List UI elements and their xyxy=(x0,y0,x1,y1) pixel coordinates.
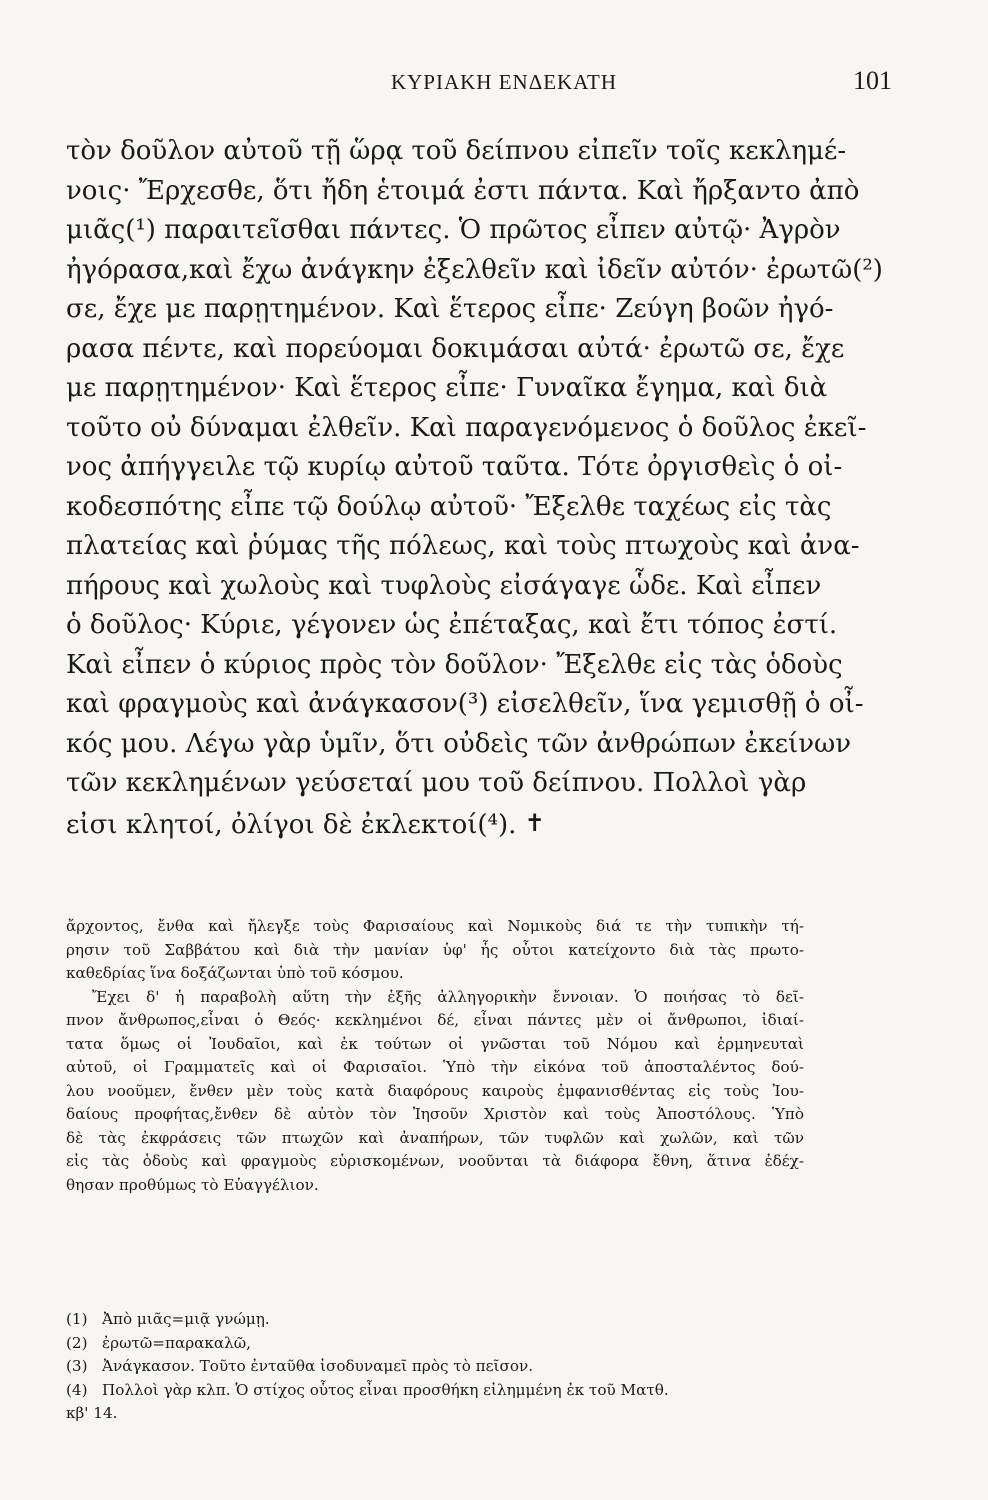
main-text-line: ὁ δοῦλος· Κύριε, γέγονεν ὡς ἐπέταξας, καὶ ἔτι τόπος ἐστί. xyxy=(66,610,838,640)
main-text-line: σε, ἔχε με παρῃτημένον. Καὶ ἕτερος εἶπε· Ζεύγη βοῶν ἠγό- xyxy=(66,294,834,324)
commentary-line: λου νοοῦμεν, ἔνθεν μὲν τοὺς κατὰ διαφόρους καιροὺς ἐμφανισθέντας εἰς τοὺς Ἰου- xyxy=(66,1081,804,1100)
commentary-line: Ἔχει δ' ἡ παραβολὴ αὕτη τὴν ἑξῆς ἀλληγορικὴν ἔννοιαν. Ὁ ποιήσας τὸ δεῖ- xyxy=(92,987,804,1006)
footnote-text: Ἀνάγκασον. Τοῦτο ἐνταῦθα ἰσοδυναμεῖ πρὸς τὸ πεῖσον. xyxy=(102,1357,534,1375)
main-text-line: νος ἀπήγγειλε τῷ κυρίῳ αὐτοῦ ταῦτα. Τότε ὀργισθεὶς ὁ οἰ- xyxy=(66,452,843,482)
commentary-line: θησαν προθύμως τὸ Εὐαγγέλιον. xyxy=(66,1175,319,1194)
commentary-line: αὐτοῦ, οἱ Γραμματεῖς καὶ οἱ Φαρισαῖοι. Ὑπὸ τὴν εἰκόνα τοῦ ἀποσταλέντος δού- xyxy=(66,1058,804,1076)
page-header xyxy=(60,66,948,110)
main-text-line: με παρῃτημένον· Καὶ ἕτερος εἶπε· Γυναῖκα ἔγημα, καὶ διὰ xyxy=(66,373,828,403)
commentary-line: ἄρχοντος, ἔνθα καὶ ἤλεγξε τοὺς Φαρισαίους καὶ Νομικοὺς διά τε τὴν τυπικὴν τή- xyxy=(66,917,804,935)
main-text-line: ἠγόρασα,καὶ ἔχω ἀνάγκην ἐξελθεῖν καὶ ἰδεῖν αὐτόν· ἐρωτῶ(²) xyxy=(66,254,883,285)
main-text-line: τῶν κεκλημένων γεύσεταί μου τοῦ δείπνου. Πολλοὶ γὰρ xyxy=(66,768,807,798)
main-text-line: ρασα πέντε, καὶ πορεύομαι δοκιμάσαι αὐτά· ἐρωτῶ σε, ἔχε xyxy=(66,333,845,364)
footnote xyxy=(66,1379,804,1403)
page-number: 101 xyxy=(853,66,892,95)
commentary-line: δαίους προφήτας,ἔνθεν δὲ αὐτὸν τὸν Ἰησοῦν Χριστὸν καὶ τοὺς Ἀποστόλους. Ὑπὸ xyxy=(66,1105,804,1123)
main-text-line: τὸν δοῦλον αὐτοῦ τῇ ὥρᾳ τοῦ δείπνου εἰπεῖν τοῖς κεκλημέ- xyxy=(66,136,847,166)
main-text-line-content: εἰσι κλητοί, ὀλίγοι δὲ ἐκλεκτοί(⁴). xyxy=(66,809,517,840)
commentary-notes xyxy=(66,915,804,1197)
footnote-text: ἐρωτῶ=παρακαλῶ, xyxy=(102,1333,251,1352)
main-text-line: κός μου. Λέγω γὰρ ὑμῖν, ὅτι οὐδεὶς τῶν ἀνθρώπων ἐκείνων xyxy=(66,728,852,759)
footnote-number: (3) xyxy=(66,1357,88,1375)
footnote-text: Πολλοὶ γὰρ κλπ. Ὁ στίχος οὗτος εἶναι προσθήκη εἰλημμένη ἐκ τοῦ Ματθ. xyxy=(102,1380,669,1399)
main-text-line: μιᾶς(¹) παραιτεῖσθαι πάντες. Ὁ πρῶτος εἶπεν αὐτῷ· Ἀγρὸν xyxy=(66,215,841,245)
commentary-line: εἰς τὰς ὁδοὺς καὶ φραγμοὺς εὑρισκομένων, νοοῦνται τὰ διάφορα ἔθνη, ἅτινα ἐδέχ- xyxy=(66,1152,804,1170)
main-text-line: πήρους καὶ χωλοὺς καὶ τυφλοὺς εἰσάγαγε ὧδε. Καὶ εἶπεν xyxy=(66,570,822,601)
footnotes xyxy=(66,1308,804,1426)
footnote xyxy=(66,1355,804,1379)
commentary-line: ρησιν τοῦ Σαββάτου καὶ διὰ τὴν μανίαν ὑφ' ἧς οὗτοι κατείχοντο διὰ τὰς πρωτο- xyxy=(66,940,804,959)
footnote-number: (4) xyxy=(66,1380,88,1399)
cross-mark-icon: ✝ xyxy=(524,808,545,837)
main-text-line: πλατείας καὶ ῥύμας τῆς πόλεως, καὶ τοὺς πτωχοὺς καὶ ἀνα- xyxy=(66,531,860,561)
commentary-line: τατα ὅμως οἱ Ἰουδαῖοι, καὶ ἐκ τούτων οἱ γνῶσται τοῦ Νόμου καὶ ἑρμηνευταὶ xyxy=(66,1034,804,1053)
footnote-number: (1) xyxy=(66,1310,88,1328)
main-text-line: κοδεσπότης εἶπε τῷ δούλῳ αὐτοῦ· Ἔξελθε ταχέως εἰς τὰς xyxy=(66,491,832,522)
footnote-text: κβ' 14. xyxy=(66,1404,118,1422)
running-title: ΚΥΡΙΑΚΗ ΕΝΔΕΚΑΤΗ xyxy=(390,70,618,94)
main-text xyxy=(66,132,883,843)
commentary-line: πνον ἄνθρωπος,εἶναι ὁ Θεός· κεκλημένοι δέ, εἶναι πάντες μὲν οἱ ἄνθρωποι, ἰδιαί- xyxy=(66,1011,804,1029)
main-text-line: Καὶ εἶπεν ὁ κύριος πρὸς τὸν δοῦλον· Ἔξελθε εἰς τὰς ὁδοὺς xyxy=(66,649,843,680)
footnote-continuation xyxy=(66,1402,804,1426)
main-text-line xyxy=(66,804,802,844)
main-text-line: νοις· Ἔρχεσθε, ὅτι ἤδη ἑτοιμά ἐστι πάντα. Καὶ ἤρξαντο ἀπὸ xyxy=(66,175,860,206)
footnote-number: (2) xyxy=(66,1333,88,1352)
footnote xyxy=(66,1308,804,1332)
main-text-line: καὶ φραγμοὺς καὶ ἀνάγκασον(³) εἰσελθεῖν, ἵνα γεμισθῇ ὁ οἶ- xyxy=(66,689,864,719)
commentary-line: δὲ τὰς ἐκφράσεις τῶν πτωχῶν καὶ ἀναπήρων, τῶν τυφλῶν καὶ χωλῶν, καὶ τῶν xyxy=(66,1128,804,1147)
main-text-line: τοῦτο οὐ δύναμαι ἐλθεῖν. Καὶ παραγενόμενος ὁ δοῦλος ἐκεῖ- xyxy=(66,412,867,443)
footnote xyxy=(66,1332,804,1356)
commentary-line: καθεδρίας ἵνα δοξάζωνται ὑπὸ τοῦ κόσμου. xyxy=(66,964,404,982)
footnote-text: Ἀπὸ μιᾶς=μιᾷ γνώμῃ. xyxy=(102,1310,270,1328)
